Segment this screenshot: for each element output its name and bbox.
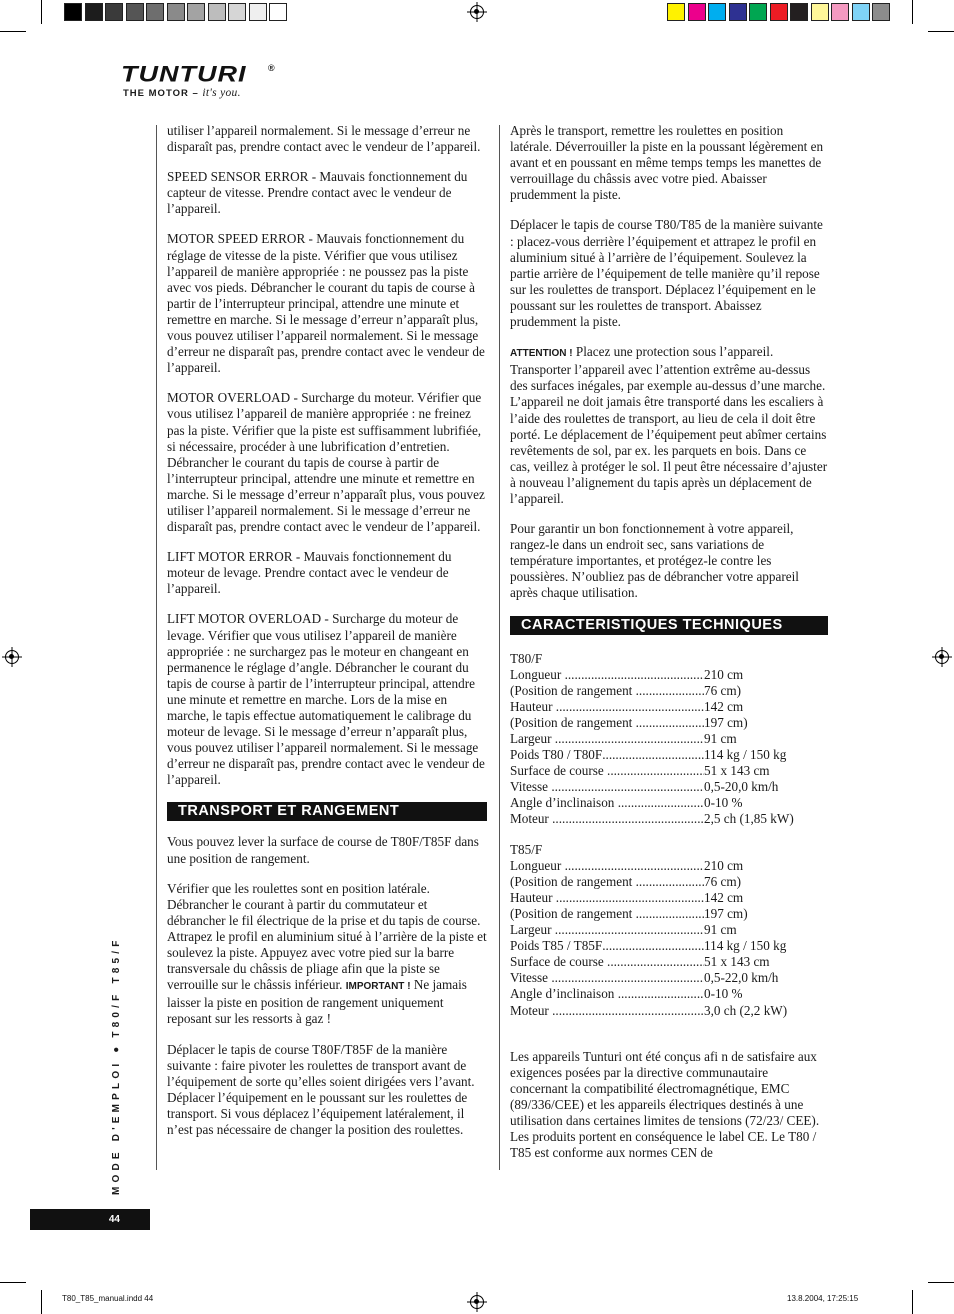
spec-row [510,779,828,795]
section-heading-transport: TRANSPORT ET RANGEMENT [167,802,487,821]
side-label: MODE D'EMPLOI ● T80/F T85/F [111,936,122,1195]
left-column [167,123,487,1152]
spec-row [510,747,828,763]
spec-value: 0-10 % [704,986,743,1002]
spec-value: 76 cm) [704,682,741,698]
spec-label: Angle d’inclinaison ..... [510,986,704,1002]
spec-row [510,890,828,906]
spec-row [510,667,828,683]
error-paragraph: SPEED SENSOR ERROR - Mauvais fonctionnement du capteur de vitesse. Prendre contact avec le vendeur de l’appareil. [167,169,468,217]
spec-row [510,763,828,779]
spec-row [510,715,828,731]
color-swatch [749,3,767,21]
error-code-list [167,123,487,788]
spec-value: 0,5-20,0 km/h [704,779,779,795]
column-rule [499,125,500,1170]
spec-row [510,731,828,747]
spec-label: (Position de rangement ..... [510,715,704,731]
brand-logo: TUNTURI [121,62,247,87]
paragraph: Vous pouvez lever la surface de course de T80F/T85F dans une position de rangement. [167,834,479,866]
gray-swatch [269,3,287,21]
gray-swatch [126,3,144,21]
spec-row [510,811,828,827]
spec-label: (Position de rangement ..... [510,683,704,699]
paragraph: ATTENTION ! Placez une protection sous l’appareil. Transporter l’appareil avec l’attention extrême au-dessus des surfaces inégales, par exemple au-dessus d’une marche. L’appareil ne doit jamais être transporté dans les escaliers à l’aide des roulettes de transport, au lieu de cela il doit être porté. Le déplacement de l’équipement peut abîmer certains revêtements de sol, par ex. les parquets en bois. Dans ce cas, veillez à protéger le sol. Il peut être nécessaire d’ajuster à nouveau l’alignement du tapis après un déplacement de l’appareil. [510,344,828,506]
error-paragraph: MOTOR SPEED ERROR - Mauvais fonctionnement du réglage de vitesse de la piste. Vérifier que vous utilisez l’appareil de manière appropriée : ne poussez pas la piste avec vos pieds. Débrancher le courant du tapis de course à partir de l’interrupteur principal, attendre une minute et remettre en marche. Si le message d’erreur n’apparaît plus, vous pouvez utiliser l’appareil normalement. Si le message d’erreur ne disparaît pas, prendre contact avec le vendeur de l’appareil. [167,231,485,376]
spec-value: 91 cm [704,731,737,746]
spec-model: T85/F [510,841,543,857]
color-swatch [708,3,726,21]
spec-label: Poids T85 / T85F ..... [510,938,704,954]
spec-label: Moteur ..... [510,1003,704,1019]
spec-label: Angle d’inclinaison ..... [510,795,704,811]
color-swatch [770,3,788,21]
spec-row [510,795,828,811]
brand-tagline: THE MOTOR – it's you. [123,87,241,99]
paragraph: Les appareils Tunturi ont été conçus afi n de satisfaire aux exigences posées par la directive communautaire concernant la compatibilité électromagnétique, EMC (89/336/CEE) et les appareils électriques destinés à une utilisation dans certaines limites de tensions (72/23/ CEE). Les produits portent en conséquence le label CE. Le T80 / T85 est conforme aux normes CEN de [510,1048,820,1161]
spec-value: 91 cm [704,922,737,938]
paragraph: Vérifier que les roulettes sont en position latérale. Débrancher le courant à partir du commutateur et débrancher le fil électrique de la prise et du tapis de course. Attrapez le profil en aluminium situé à l’arrière de la piste et soulevez la piste. Appuyez avec votre pied sur la barre transversale du châssis de pliage afin que la piste se verrouille sur le châssis inférieur. IMPORTANT ! Ne jamais laisser la piste en position de rangement uniquement reposant sur les ressorts à gaz ! [167,880,487,1027]
color-swatch [688,3,706,21]
gray-swatch [249,3,267,21]
spec-label: Surface de course ..... [510,954,704,970]
footer-file: T80_T85_manual.indd 44 [62,1294,154,1303]
spec-row [510,938,828,954]
error-paragraph: utiliser l’appareil normalement. Si le message d’erreur ne disparaît pas, prendre contact avec le vendeur de l’appareil. [167,123,481,155]
paragraph: Pour garantir un bon fonctionnement à votre appareil, rangez-le dans un endroit sec, sans variations de température importantes, et protégez-le contre les poussières. N’oubliez pas de débrancher votre appareil après chaque utilisation. [510,521,799,601]
spec-row [510,874,828,890]
crop-mark [41,1290,42,1314]
spec-value: 142 cm [704,698,744,714]
spec-value: 114 kg / 150 kg [704,938,787,954]
spec-value: 3,0 ch (2,2 kW) [704,1002,788,1018]
spec-label: Vitesse ..... [510,970,704,986]
spec-table [510,651,828,828]
spec-row [510,954,828,970]
registration-mark-icon [470,5,484,19]
crop-mark [0,31,26,32]
spec-value: 0-10 % [704,795,743,811]
page-number: 44 [30,1209,150,1230]
spec-label: Moteur ..... [510,811,704,827]
spec-value: 197 cm) [704,714,748,730]
spec-value: 114 kg / 150 kg [704,747,787,763]
spec-row [510,699,828,715]
spec-label: Hauteur ..... [510,699,704,715]
gray-swatch [167,3,185,21]
gray-swatch [85,3,103,21]
spec-value: 210 cm [704,857,744,873]
column-rule [156,125,157,1170]
spec-value: 142 cm [704,889,744,905]
gray-swatch [187,3,205,21]
spec-label: (Position de rangement ..... [510,874,704,890]
gray-swatch [208,3,226,21]
crop-mark [912,1290,913,1314]
gray-swatch [64,3,82,21]
spec-row [510,986,828,1002]
color-swatch [852,3,870,21]
registration-mark-icon [5,650,19,664]
spec-value: 210 cm [704,666,744,682]
error-paragraph: LIFT MOTOR ERROR - Mauvais fonctionnement du moteur de levage. Prendre contact avec le vendeur de l’appareil. [167,549,452,597]
spec-row [510,922,828,938]
spec-label: (Position de rangement ..... [510,906,704,922]
gray-swatch [228,3,246,21]
paragraph: Déplacer le tapis de course T80F/T85F de la manière suivante : faire pivoter les roulettes de transport avant de l’équipement de sorte qu’elles soient dirigées vers l’avant. Déplacer l’équipement en le poussant sur les roulettes de transport. Si vous déplacez l’équipement latéralement, il n’est pas nécessaire de changer la position des roulettes. [167,1041,475,1137]
spec-label: Largeur ..... [510,922,704,938]
attention-tag: ATTENTION ! [510,348,573,360]
paragraph: Après le transport, remettre les roulettes en position latérale. Déverrouiller la piste en la poussant légèrement en avant et en poussant en même temps temps les manettes de verrouillage du châssis avec votre pied. Abaisser prudemment la piste. [510,123,824,203]
color-swatch [790,3,808,21]
spec-value: 0,5-22,0 km/h [704,970,779,986]
spec-label: Largeur ..... [510,731,704,747]
paragraph: Déplacer le tapis de course T80/T85 de la manière suivante : placez-vous derrière l’équipement et attrapez le profil en aluminium situé à l’arrière de l’équipement. Soulevez la partie arrière de l’équipement de telle manière qu’il repose sur les roulettes de transport. Déplacez l’équipement en le poussant sur les roulettes de transport. Abaissez prudemment la piste. [510,217,823,330]
registration-mark-icon [935,650,949,664]
error-paragraph: MOTOR OVERLOAD - Surcharge du moteur. Vérifier que vous utilisez l’appareil de manière appropriée : ne freinez pas la piste. Vérifier que la piste est suffisamment lubrifiée, si nécessaire, procéder à une lubrification d’entretien. Débrancher le courant du tapis de course à partir de l’interrupteur principal, attendre une minute et remettre en marche. Si le message d’erreur n’apparaît plus, vous pouvez utiliser l’appareil normalement. Si le message d’erreur ne disparaît pas, prendre contact avec le vendeur de l’appareil. [167,390,485,535]
spec-tables [510,651,828,1019]
color-swatch [729,3,747,21]
spec-value: 197 cm) [704,905,748,921]
spec-table [510,842,828,1019]
spec-row [510,1003,828,1019]
registration-mark-icon [470,1295,484,1309]
footer-date: 13.8.2004, 17:25:15 [787,1294,859,1303]
error-paragraph: LIFT MOTOR OVERLOAD - Surcharge du moteur de levage. Vérifier que vous utilisez l’appareil de manière appropriée : ne surchargez pas le moteur en changeant en permanence le réglage d’angle. Débrancher le courant du tapis de course à partir de l’interrupteur principal, attendre une minute et remettre en marche. Lors de la mise en marche, le tapis effectue automatiquement le calibrage du moteur de levage. Si le message d’erreur n’apparaît plus, vous pouvez utiliser l’appareil normalement. Si le message d’erreur ne disparaît pas, prendre contact avec le vendeur de l’appareil. [167,611,485,788]
spec-label: Longueur ..... [510,667,704,683]
spec-value: 2,5 ch (1,85 kW) [704,811,794,827]
spec-value: 51 x 143 cm [704,954,770,970]
crop-mark [912,0,913,24]
gray-swatch [146,3,164,21]
color-swatch [667,3,685,21]
spec-row [510,683,828,699]
color-swatch [811,3,829,21]
crop-mark [0,1282,26,1283]
crop-mark [928,1282,954,1283]
color-swatch [872,3,890,21]
spec-label: Hauteur ..... [510,890,704,906]
registered-mark: ® [268,63,275,73]
section-heading-specs: CARACTERISTIQUES TECHNIQUES [510,616,828,635]
spec-row [510,906,828,922]
crop-mark [41,0,42,24]
spec-value: 51 x 143 cm [704,763,770,779]
spec-label: Vitesse ..... [510,779,704,795]
spec-row [510,858,828,874]
spec-label: Surface de course ..... [510,763,704,779]
spec-label: Poids T80 / T80F ..... [510,747,704,763]
spec-row [510,970,828,986]
spec-value: 76 cm) [704,873,741,889]
important-tag: IMPORTANT ! [345,981,411,993]
color-swatch [831,3,849,21]
spec-label: Longueur ..... [510,858,704,874]
spec-model: T80/F [510,650,543,666]
right-column [510,123,828,1175]
gray-swatch [105,3,123,21]
crop-mark [928,31,954,32]
